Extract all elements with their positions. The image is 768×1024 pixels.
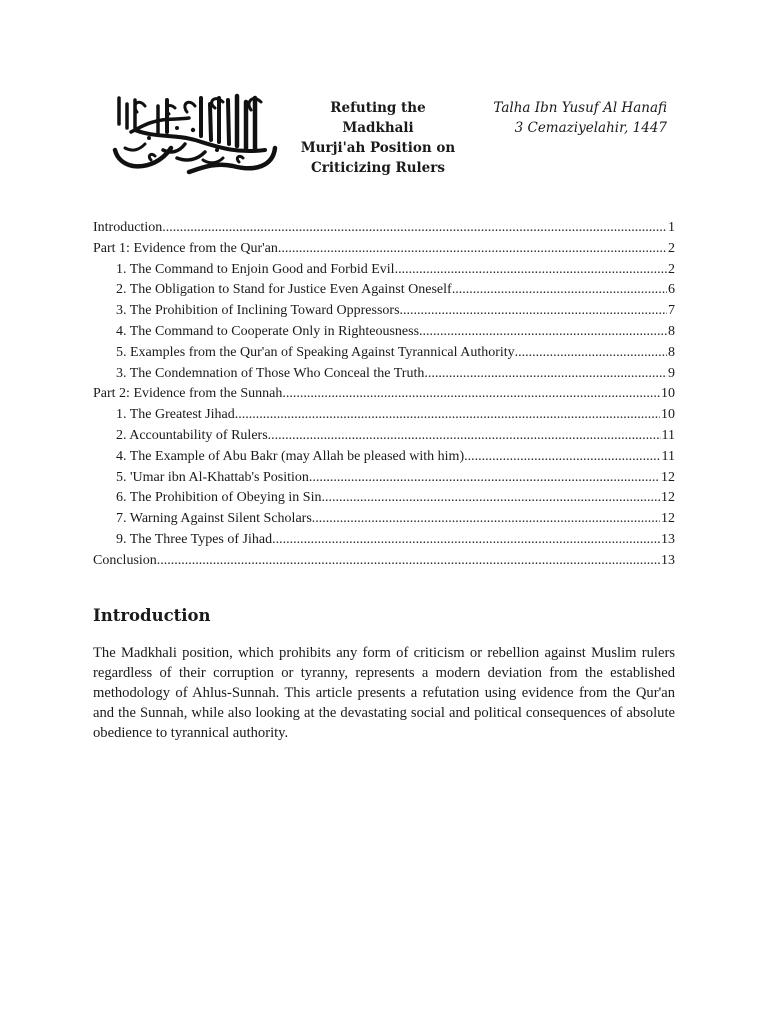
title-line-1: Refuting the Madkhali (330, 100, 426, 136)
toc-entry-label: 4. The Command to Cooperate Only in Righteousness (116, 323, 420, 339)
toc-entry[interactable] (93, 343, 675, 364)
toc-entry[interactable] (93, 468, 675, 489)
toc-entry[interactable] (93, 260, 675, 281)
table-of-contents (93, 218, 675, 572)
toc-entry[interactable] (93, 551, 675, 572)
toc-leader-dots (419, 322, 667, 343)
toc-entry-page: 13 (661, 552, 675, 568)
toc-entry-label: 2. The Obligation to Stand for Justice Even Against Oneself (116, 282, 452, 298)
toc-entry-label: 7. Warning Against Silent Scholars (116, 511, 312, 527)
toc-leader-dots (452, 280, 667, 301)
toc-leader-dots (272, 530, 660, 551)
toc-leader-dots (235, 405, 660, 426)
toc-entry[interactable] (93, 301, 675, 322)
toc-entry-label: 9. The Three Types of Jihad (116, 531, 273, 547)
toc-entry-label: 1. The Greatest Jihad (116, 407, 235, 423)
toc-entry[interactable] (93, 218, 675, 239)
document-date: 3 Cemaziyelahir, 1447 (514, 120, 667, 136)
toc-entry-page: 8 (668, 344, 675, 360)
toc-leader-dots (464, 447, 660, 468)
document-header (93, 86, 675, 176)
toc-leader-dots (400, 301, 667, 322)
toc-entry[interactable] (93, 280, 675, 301)
toc-leader-dots (162, 218, 667, 239)
toc-entry-label: 6. The Prohibition of Obeying in Sin (116, 490, 322, 506)
toc-leader-dots (515, 343, 667, 364)
toc-leader-dots (268, 426, 661, 447)
document-title (298, 98, 458, 178)
toc-entry-label: Part 2: Evidence from the Sunnah (93, 386, 283, 402)
toc-entry-label: 4. The Example of Abu Bakr (may Allah be pleased with him) (116, 448, 465, 464)
toc-entry[interactable] (93, 488, 675, 509)
toc-entry-page: 8 (668, 323, 675, 339)
toc-leader-dots (309, 468, 660, 489)
toc-entry[interactable] (93, 426, 675, 447)
toc-entry-page: 12 (661, 511, 675, 527)
toc-entry-label: 5. 'Umar ibn Al-Khattab's Position (116, 469, 309, 485)
toc-entry-page: 2 (668, 240, 675, 256)
toc-entry[interactable] (93, 447, 675, 468)
toc-entry-page: 2 (668, 261, 675, 277)
toc-leader-dots (312, 509, 660, 530)
toc-entry-page: 11 (661, 448, 675, 464)
toc-entry[interactable] (93, 364, 675, 385)
toc-entry-page: 6 (668, 282, 675, 298)
toc-entry-page: 12 (661, 469, 675, 485)
introduction-heading: Introduction (93, 606, 211, 625)
calligraphy-logo (105, 88, 285, 176)
toc-leader-dots (395, 260, 667, 281)
toc-leader-dots (278, 239, 667, 260)
toc-entry-page: 1 (668, 220, 675, 235)
toc-entry[interactable] (93, 239, 675, 260)
toc-entry-label: Introduction (93, 220, 163, 235)
toc-entry[interactable] (93, 509, 675, 530)
toc-entry-page: 11 (661, 427, 675, 443)
toc-entry[interactable] (93, 384, 675, 405)
toc-leader-dots (321, 488, 660, 509)
toc-leader-dots (424, 364, 667, 385)
toc-entry-label: Part 1: Evidence from the Qur'an (93, 240, 278, 256)
toc-entry-label: Conclusion (93, 552, 157, 568)
toc-leader-dots (282, 384, 660, 405)
title-line-3: Criticizing Rulers (311, 160, 445, 176)
toc-entry-page: 13 (661, 531, 675, 547)
toc-entry[interactable] (93, 530, 675, 551)
toc-entry-label: 3. The Condemnation of Those Who Conceal the Truth (116, 365, 425, 381)
introduction-paragraph: The Madkhali position, which prohibits any form of criticism or rebellion against Muslim rulers regardless of their corruption or tyranny, represents a modern deviation from the established methodology of Ahlus-Sunnah. This article presents a refutation using evidence from the Qur'an and the Sunnah, while also looking at the devastating social and political consequences of absolute obedience to tyrannical authority. (93, 645, 675, 741)
toc-entry[interactable] (93, 405, 675, 426)
toc-entry-label: 5. Examples from the Qur'an of Speaking Against Tyrannical Authority (116, 344, 515, 360)
toc-entry-page: 7 (668, 303, 675, 319)
toc-entry-label: 3. The Prohibition of Inclining Toward Oppressors (116, 303, 400, 319)
toc-entry[interactable] (93, 322, 675, 343)
toc-leader-dots (157, 551, 660, 572)
title-line-2: Murji'ah Position on (300, 140, 456, 156)
byline (493, 98, 667, 138)
toc-entry-label: 2. Accountability of Rulers (116, 427, 268, 443)
toc-entry-page: 10 (661, 386, 675, 402)
toc-entry-label: 1. The Command to Enjoin Good and Forbid Evil (116, 261, 395, 277)
toc-entry-page: 12 (661, 490, 675, 506)
toc-entry-page: 10 (661, 407, 675, 423)
author-name: Talha Ibn Yusuf Al Hanafi (493, 100, 667, 116)
toc-entry-page: 9 (668, 365, 675, 381)
